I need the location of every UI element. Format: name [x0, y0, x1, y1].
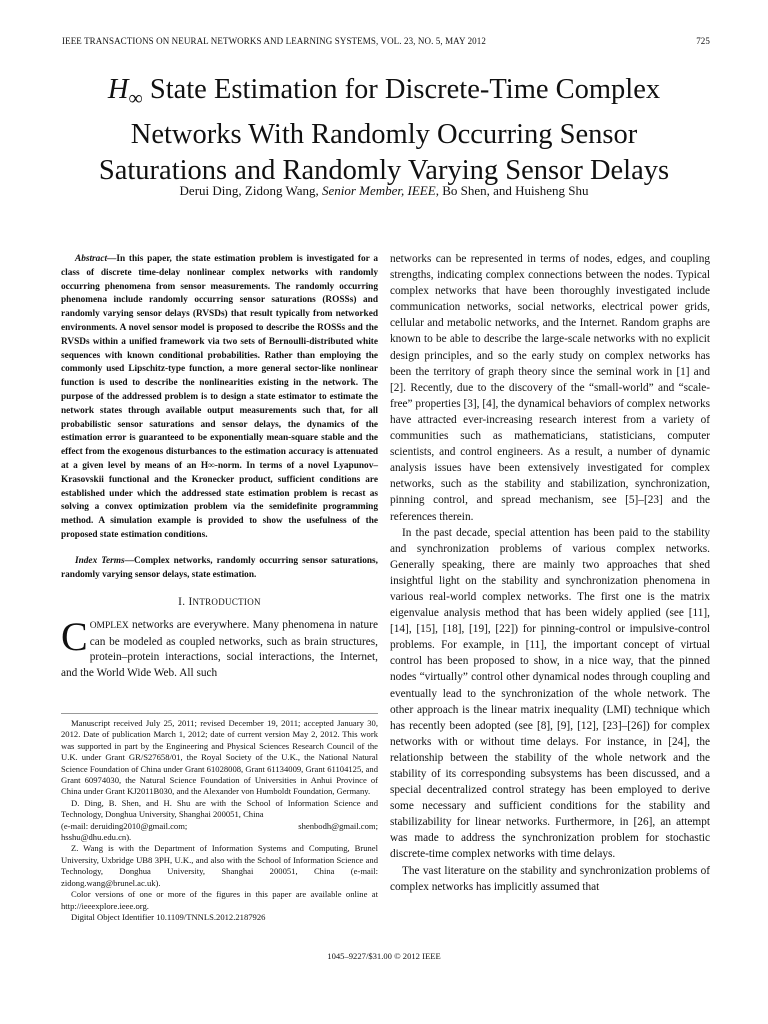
- footnote-emails: [61, 821, 378, 832]
- abstract-dash: —: [107, 254, 117, 264]
- title-h: H: [107, 74, 129, 105]
- intro-first-word: OMPLEX: [89, 621, 129, 632]
- footnote-affiliation-1: D. Ding, B. Shen, and H. Shu are with the School of Information Science and Technology, Donghua University, Shanghai 200051, China: [61, 797, 378, 820]
- left-column: [61, 253, 378, 682]
- right-paragraph-2: In the past decade, special attention has been paid to the stability and synchronization problems of various complex networks. Generally speaking, there are mainly two approaches that shed insightful light on the stability and synchronization phenomena in various real-world complex networks. The first one is the matrix eigenvalue analysis method that has been widely applied (see [11], [14], [15], [18], [19], [22]) for pinning-control or impulsive-control problems. For example, in [11], the important concept of virtual control has been proposed to show, in a nice way, that the pinned nodes “virtually” control other dynamical nodes through coupling and eventually lead to the synchronization of the whole network. The other approach is the linear matrix inequality (LMI) technique which has recently been adopted (see [8], [9], [12], [23]–[26]) for complex networks with or without time delays. For instance, in [24], the relationship between the stability of the whole network and the stability of its corresponding subsystems has been discussed, and a special decentralized control strategy has been employed to derive some necessary and sufficient conditions for the stability and stabilizability for linear networks. Furthermore, in [26], an attempt was made to address the synchronization problem for stochastic discrete-time complex networks with time delays.: [390, 526, 710, 861]
- authors-part-2: , Bo Shen, and Huisheng Shu: [435, 183, 589, 198]
- author-list: [40, 183, 728, 199]
- title-line-2: Networks With Randomly Occurring Sensor: [130, 118, 638, 150]
- section-heading: [61, 596, 378, 610]
- index-terms: [61, 555, 378, 583]
- right-column: [390, 251, 710, 895]
- section-numeral: I. I: [178, 596, 193, 609]
- author-role: Senior Member, IEEE: [321, 183, 436, 198]
- title-infinity: ∞: [128, 87, 143, 110]
- drop-cap: C: [61, 614, 88, 660]
- intro-text: networks are everywhere. Many phenomena in nature can be modeled as coupled networks, such as brain structures, protein–protein interactions, social interactions, the Internet, and the World Wide Web. All such: [61, 619, 378, 679]
- page-number: 725: [696, 36, 710, 46]
- intro-paragraph: [61, 614, 378, 681]
- footnote-affiliation-2: Z. Wang is with the Department of Information Systems and Computing, Brunel University, Uxbridge UB8 3PH, U.K., and also with the School of Information Science and Technology, Donghua University, Shanghai 200051, China (e-mail: zidong.wang@brunel.ac.uk).: [61, 843, 378, 888]
- index-terms-dash: —: [124, 555, 134, 566]
- section-smallcaps: NTRODUCTION: [192, 597, 261, 608]
- index-terms-body: Complex networks, randomly occurring sensor saturations, randomly varying sensor delays, state estimation.: [61, 555, 378, 580]
- title-line-1: State Estimation for Discrete-Time Complex: [142, 74, 661, 105]
- email-b: shenbodh@gmail.com;: [298, 820, 378, 831]
- copyright-footer: 1045–9227/$31.00 © 2012 IEEE: [327, 951, 441, 961]
- email-c: hsshu@dhu.edu.cn).: [61, 832, 132, 843]
- right-paragraph-1: networks can be represented in terms of nodes, edges, and coupling strengths, indicating complex connections between the nodes. Typical complex networks that have been thoroughly investigated include communication networks, social networks, electrical power grids, cellular and metabolic networks, and the Internet. Random graphs are known to be able to describe the large-scale networks with no explicit design principles, and so the early study on complex networks has been the territory of graph theory since the seminal work in [1] and [2]. Recently, due to the discovery of the “small-world” and “scale-free” properties [3], [4], the dynamical behaviors of complex networks have attracted ever-increasing research interest from a variety of communities such as mathematicians, statisticians, computer scientists, and control engineers. As a result, a number of dynamic analysis issues have been extensively investigated for complex networks, such as the stability and stabilization, synchronization, pinning control, and spread mechanism, see [5]–[23] and the references therein.: [390, 253, 710, 523]
- abstract-label: Abstract: [75, 254, 108, 264]
- abstract-body: In this paper, the state estimation problem is investigated for a class of discrete time-delay nonlinear complex networks with randomly occurring phenomena from sensor measurements. The randomly occurring phenomena include randomly occurring sensor saturations (ROSSs) and randomly varying sensor delays (RVSDs) that result typically from networked environments. A novel sensor model is proposed to describe the ROSSs and the RVSDs within a unified framework via two sets of Bernoulli-distributed white sequences with known conditional probabilities. Rather than employing the commonly used Lipschitz-type function, a more general sector-like nonlinear function is used to describe the nonlinearities existing in the network. The purpose of the addressed problem is to design a state estimator to estimate the network states through available output measurements such that, for all probabilistic sensor saturations and sensor delays, the dynamics of the estimation error is guaranteed to be exponentially mean-square stable and the effect from the exogenous disturbances to the estimation accuracy is attenuated at a given level by means of an H∞-norm. In terms of a novel Lyapunov–Krasovskii functional and the Kronecker product, sufficient conditions are established under which the addressed state estimation problem is recast as solving a convex optimization problem via the semidefinite programming method. A simulation example is provided to show the usefulness of the proposed state estimation conditions.: [61, 254, 378, 540]
- title-line-3: Saturations and Randomly Varying Sensor Delays: [98, 154, 670, 186]
- paper-title: [40, 72, 728, 189]
- footnotes: [61, 713, 378, 923]
- footnote-color: Color versions of one or more of the figures in this paper are available online at http://ieeexplore.ieee.org.: [61, 889, 378, 911]
- right-paragraph-3: The vast literature on the stability and synchronization problems of complex networks has implicitly assumed that: [390, 864, 710, 893]
- footnote-doi: Digital Object Identifier 10.1109/TNNLS.2012.2187926: [71, 911, 266, 922]
- authors-part-1: Derui Ding, Zidong Wang,: [179, 183, 319, 198]
- email-a: (e-mail: deruiding2010@gmail.com;: [61, 820, 188, 831]
- footnote-manuscript: Manuscript received July 25, 2011; revised December 19, 2011; accepted January 30, 2012. Date of publication March 1, 2012; date of current version May 2, 2012. This work was supported in part by the Engineering and Physical Sciences Research Council of the U.K. under Grant GR/S27658/01, the Royal Society of the U.K., the National Natural Science Foundation of China under Grant 61028008, Grant 61134009, Grant 61104125, and Grant 60974030, the Natural Science Foundation of Universities in Anhui Province of China under Grant KJ2011B030, and the Alexander von Humboldt Foundation, Germany.: [61, 718, 378, 797]
- index-terms-label: Index Terms: [75, 555, 125, 566]
- journal-header: IEEE TRANSACTIONS ON NEURAL NETWORKS AND LEARNING SYSTEMS, VOL. 23, NO. 5, MAY 2012: [62, 36, 486, 46]
- abstract: [61, 253, 378, 543]
- running-head: [62, 36, 710, 46]
